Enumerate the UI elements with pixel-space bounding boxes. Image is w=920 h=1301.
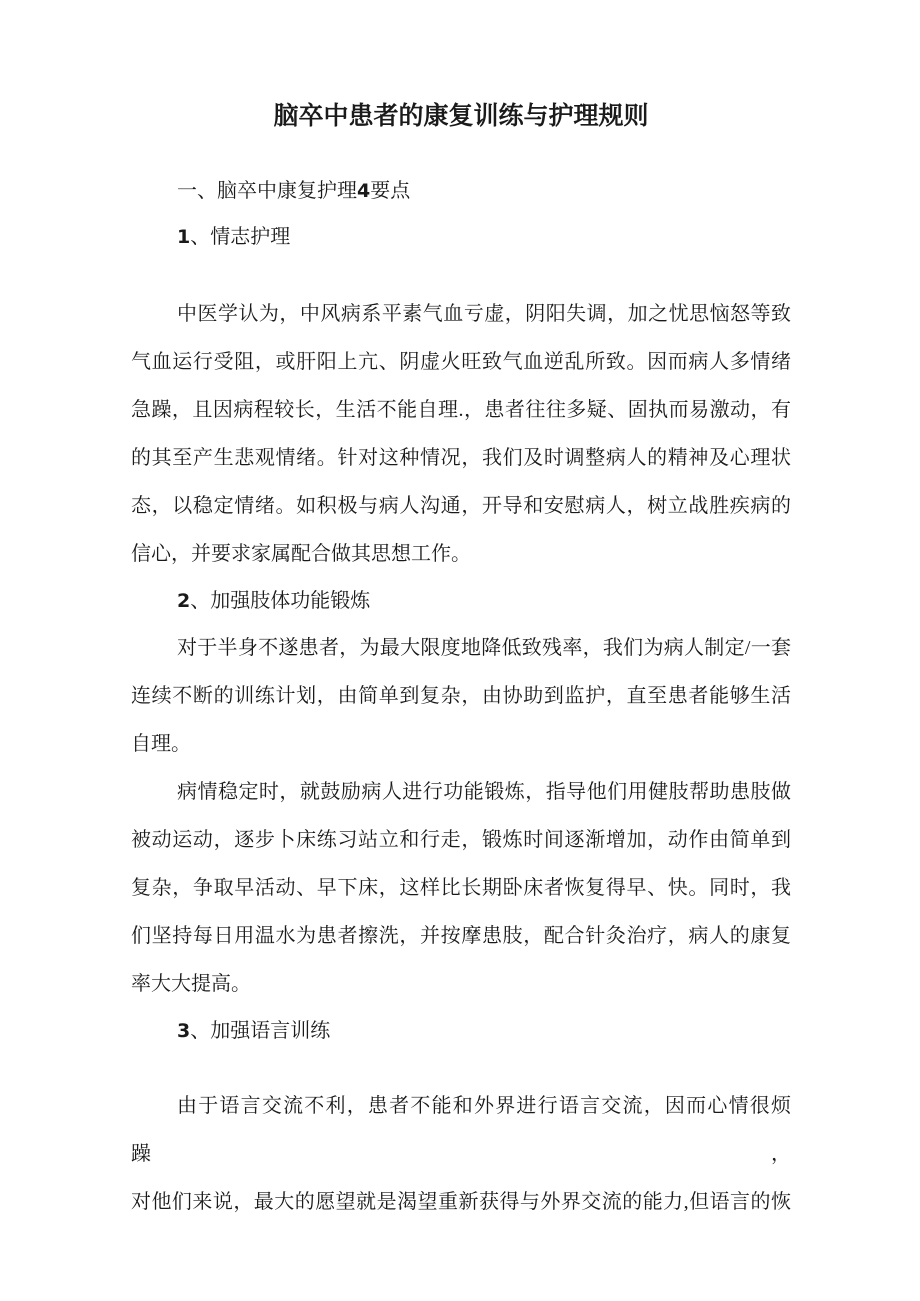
paragraph-line: 率大大提高。 bbox=[131, 973, 251, 995]
paragraph-line: 态，以稳定情绪。如积极与病人沟通，开导和安慰病人，树立战胜疾病的 bbox=[131, 495, 791, 517]
paragraph-line: 被动运动，逐步卜床练习站立和行走，锻炼时间逐渐增加，动作由简单到 bbox=[131, 829, 791, 851]
subheading-3-number: 3 bbox=[177, 1020, 191, 1042]
paragraph-limb-training-plan bbox=[131, 624, 791, 768]
document-title: 脑卒中患者的康复训练与护理规则 bbox=[273, 103, 649, 130]
subheading-1 bbox=[131, 214, 791, 260]
subheading-3 bbox=[131, 1008, 791, 1054]
subheading-1-text: 、情志护理 bbox=[190, 226, 291, 248]
paragraph-line: 连续不断的训练计划，由简单到复杂，由协助到监护，直至患者能够生活 bbox=[131, 685, 791, 707]
section-heading-suffix: 要点 bbox=[370, 180, 411, 202]
paragraph-emotional-care bbox=[131, 290, 791, 578]
subheading-2-number: 2 bbox=[177, 590, 191, 612]
paragraph-line: 对他们来说，最大的愿望就是渴望重新获得与外界交流的能力,但语言的恢 bbox=[131, 1191, 791, 1213]
section-heading-prefix: 一、脑卒中康复护理 bbox=[177, 180, 357, 202]
paragraph-line: 自理。 bbox=[131, 733, 191, 755]
subheading-2-text: 、加强肢体功能锻炼 bbox=[190, 590, 371, 612]
subheading-2 bbox=[131, 578, 791, 624]
section-heading bbox=[131, 168, 791, 214]
paragraph-line: 急躁，且因病程较长，生活不能自理.，患者往往多疑、固执而易激动，有 bbox=[131, 399, 791, 421]
paragraph-line: 复杂，争取早活动、早下床，这样比长期卧床者恢复得早、快。同时，我 bbox=[131, 877, 791, 899]
paragraph-line: 们坚持每日用温水为患者擦洗，并按摩患肢，配合针灸治疗，病人的康复 bbox=[131, 925, 791, 947]
subheading-1-number: 1 bbox=[177, 226, 191, 248]
paragraph-line: 由于语言交流不利，患者不能和外界进行语言交流，因而心情很烦躁， bbox=[131, 1095, 791, 1165]
subheading-3-text: 、加强语言训练 bbox=[190, 1020, 331, 1042]
paragraph-line: 信心，并要求家属配合做其思想工作。 bbox=[131, 543, 471, 565]
paragraph-line: 病情稳定时，就鼓励病人进行功能锻炼，指导他们用健肢帮助患肢做 bbox=[177, 781, 791, 803]
paragraph-line: 气血运行受阻，或肝阳上亢、阴虚火旺致气血逆乱所致。因而病人多情绪 bbox=[131, 351, 791, 373]
paragraph-line: 对于半身不遂患者，为最大限度地降低致残率，我们为病人制定/一套 bbox=[177, 637, 791, 659]
paragraph-limb-training-detail bbox=[131, 768, 791, 1008]
paragraph-line: 的其至产生悲观情绪。针对这种情况，我们及时调整病人的精神及心理状 bbox=[131, 447, 791, 469]
section-heading-number: 4 bbox=[357, 180, 371, 202]
paragraph-language-training bbox=[131, 1082, 791, 1226]
paragraph-line: 中医学认为，中风病系平素气血亏虚，阴阳失调，加之忧思恼怒等致 bbox=[177, 303, 791, 325]
